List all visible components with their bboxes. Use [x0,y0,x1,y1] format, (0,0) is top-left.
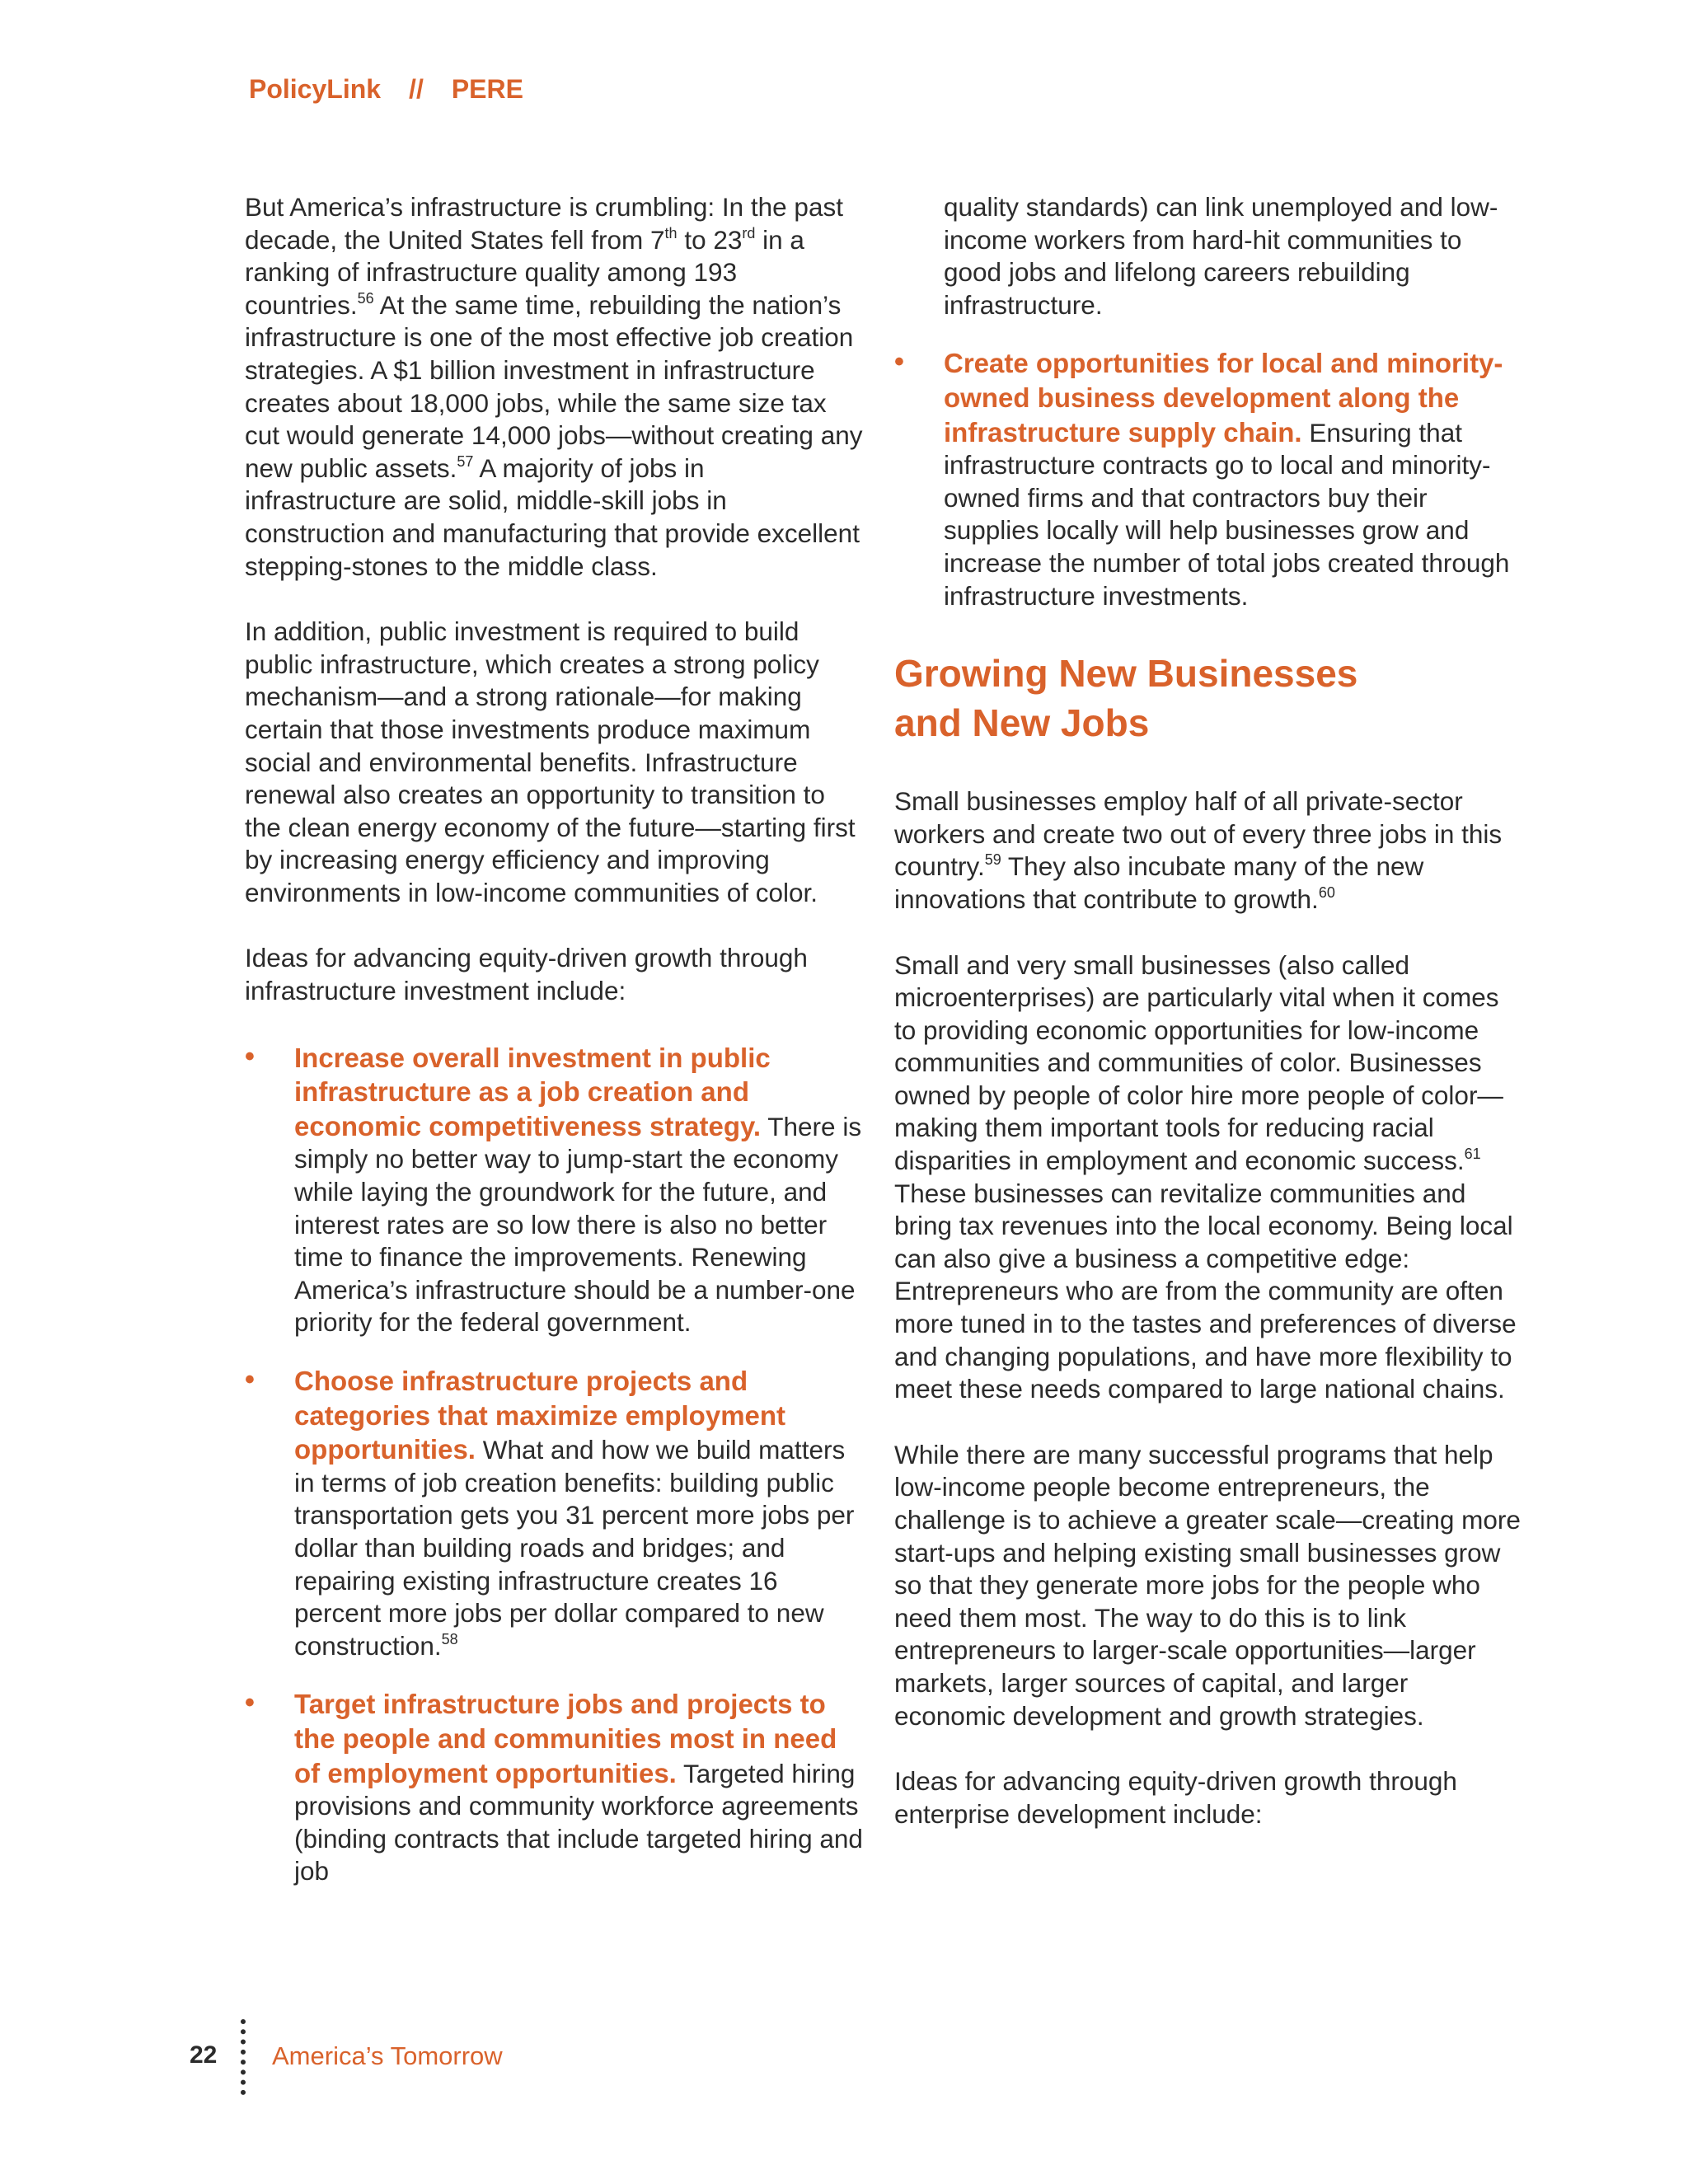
supply-chain-ideas-list [894,346,1521,612]
bullet-lead: Create opportunities for local and minority-owned business development along the infrastructure supply chain. [944,348,1503,448]
list-item [245,1687,863,1888]
header-org-policylink: PolicyLink [249,74,382,104]
bullet-text: Targeted hiring provisions and community workforce agreements (binding contracts that include targeted hiring and job [294,1758,863,1886]
right-paragraph-2: Small and very small businesses (also called microenterprises) are particularly vital when it comes to providing economic opportunities for low-income communities and communities of color. Businesses owned by people of color hire more people of color—making them important tools for reducing racial disparities in employment and economic success.$^{61}$ These businesses can revitalize communities and bring tax revenues into the local economy. Being local can also give a business a competitive edge: Entrepreneurs who are from the community are often more tuned in to the tastes and preferences of diverse and changing populations, and have more flexibility to meet these needs compared to large national chains. [894,949,1517,1404]
right-paragraph-1: Small businesses employ half of all private-sector workers and create two out of every three jobs in this country.$^{59}$ They also incubate many of the new innovations that contribute to growth.$^{60}$ [894,786,1503,914]
page-number: 22 [190,2041,218,2069]
bullet-lead: Choose infrastructure projects and categories that maximize employment opportunities. [294,1366,786,1465]
footnote-57: 57 [457,452,474,470]
list-item [245,1364,863,1662]
publication-title: America’s Tomorrow [272,2041,503,2070]
bullet-text: What and how we build matters in terms of job creation benefits: building public transportation gets you 31 percent more jobs per dollar than building roads and bridges; and repairing existing infrastructure creates 16 percent more jobs per dollar compared to new construction. [294,1435,855,1661]
left-paragraph-1: But America’s infrastructure is crumbling: In the past decade, the United States fell from 7th to 23rd in a ranking of infrastructure quality among 193 countries.$^{56}$ At the same time, rebuilding the nation’s infrastructure is one of the most effective job creation strategies. A $1 billion investment in infrastructure creates about 18,000 jobs, while the same size tax cut would generate 14,000 jobs—without creating any new public assets.$^{57}$ A majority of jobs in infrastructure are solid, middle-skill jobs in construction and manufacturing that provide excellent stepping-stones to the middle class. [245,192,863,581]
bullet-text: There is simply no better way to jump-start the economy while laying the groundwork for the future, and interest rates are so low there is also no better time to finance the improvements. Renewing America’s infrastructure should be a number-one priority for the federal government. [294,1111,862,1338]
bullet-icon: • [245,1364,255,1395]
list-item [894,346,1521,612]
bullet-continuation: quality standards) can link unemployed and low-income workers from hard-hit communities to good jobs and lifelong careers rebuilding infrastructure. [944,192,1498,320]
list-item [245,1041,863,1339]
bullet-icon: • [245,1687,255,1719]
bullet-text: Ensuring that infrastructure contracts go to local and minority-owned firms and that contractors buy their supplies locally will help businesses grow and increase the number of total jobs created through infrastructure investments. [944,417,1510,611]
dotted-divider [241,2019,246,2095]
left-paragraph-3: Ideas for advancing equity-driven growth through infrastructure investment include: [245,943,808,1006]
footnote-58: 58 [441,1630,458,1647]
header-separator: // [409,74,424,104]
bullet-icon: • [894,346,904,378]
infrastructure-ideas-list [245,1041,863,1888]
footnote-60: 60 [1318,883,1335,901]
left-paragraph-2: In addition, public investment is required to build public infrastructure, which creates a strong policy mechanism—and a strong rationale—for making certain that those investments produce maximum social and environmental benefits. Infrastructure renewal also creates an opportunity to transition to the clean energy economy of the future—starting first by increasing energy efficiency and improving environments in low-income communities of color. [245,616,856,907]
footnote-59: 59 [984,851,1001,869]
footnote-56: 56 [357,289,374,307]
section-heading: Growing New Businesses and New Jobs [894,652,1358,745]
running-header [249,74,523,105]
bullet-lead: Target infrastructure jobs and projects to the people and communities most in need of employment opportunities. [294,1689,837,1788]
left-column [245,191,863,1913]
bullet-lead: Increase overall investment in public infrastructure as a job creation and economic competitiveness strategy. [294,1042,771,1141]
right-column [894,191,1521,1863]
right-paragraph-3: While there are many successful programs that help low-income people become entrepreneurs, the challenge is to achieve a greater scale—creating more start-ups and helping existing small businesses grow so that they generate more jobs for the people who need them most. The way to do this is to link entrepreneurs to larger-scale opportunities—larger markets, larger sources of capital, and larger economic development and growth strategies. [894,1439,1521,1731]
footnote-61: 61 [1464,1146,1481,1163]
header-org-pere: PERE [451,74,523,104]
right-paragraph-4: Ideas for advancing equity-driven growth through enterprise development include: [894,1766,1457,1829]
bullet-icon: • [245,1040,255,1072]
